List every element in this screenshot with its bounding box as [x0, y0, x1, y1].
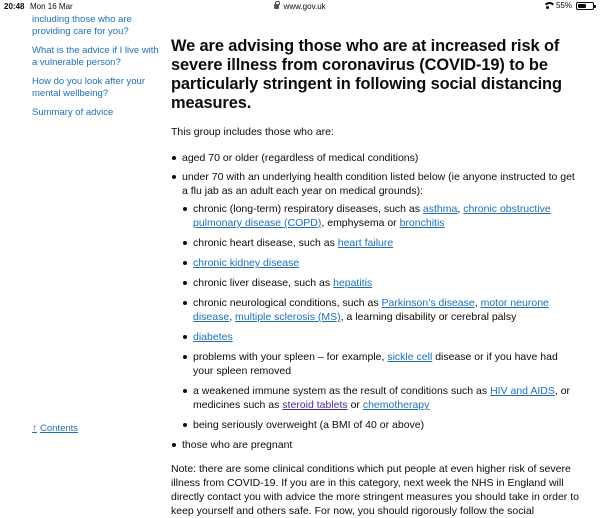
condition-overweight [182, 418, 581, 432]
condition-liver [182, 276, 581, 290]
condition-diabetes [182, 330, 581, 344]
condition-immune [182, 384, 581, 412]
sidebar-link-summary[interactable]: Summary of advice [32, 107, 114, 118]
text: or [347, 399, 363, 411]
section-heading: We are advising those who are at increased risk of severe illness from coronavirus (COVID-19) to be particularly stringent in following social distancing measures. [171, 37, 562, 112]
text: , a learning disability or cerebral palsy [340, 311, 517, 323]
text: being seriously overweight (a BMI of 40 or above) [193, 419, 425, 431]
status-indicators [543, 1, 594, 10]
contents-label[interactable]: Contents [40, 423, 79, 434]
risk-group-list [171, 151, 581, 452]
text: chronic (long-term) respiratory diseases, such as [193, 203, 423, 215]
condition-list [182, 202, 581, 432]
text: chronic liver disease, such as [193, 277, 334, 289]
list-item-text: aged 70 or older (regardless of medical conditions) [182, 152, 419, 164]
text: , emphysema or [321, 217, 400, 229]
address-url[interactable]: www.gov.uk [283, 2, 326, 11]
status-bar [0, 0, 600, 14]
parkinsons-link[interactable]: Parkinson’s disease [381, 297, 475, 309]
heart-failure-link[interactable]: heart failure [337, 237, 394, 249]
text: , [474, 297, 481, 309]
lock-icon [274, 4, 279, 9]
list-item [171, 170, 581, 432]
asthma-link[interactable]: asthma [422, 203, 458, 215]
list-item [171, 151, 581, 165]
condition-respiratory [182, 202, 581, 230]
battery-icon [576, 2, 594, 10]
text: , [457, 203, 464, 215]
text: chronic neurological conditions, such as [193, 297, 382, 309]
steroid-tablets-link[interactable]: steroid tablets [282, 399, 348, 411]
condition-spleen [182, 350, 581, 378]
text: disease or if you have had your spleen removed [193, 351, 558, 377]
battery-percent: 55% [555, 1, 572, 10]
sidebar-link-vulnerable-person[interactable]: What is the advice if I live with a vulnerable person? [32, 45, 159, 68]
intro-text: This group includes those who are: [171, 126, 334, 138]
text: a weakened immune system as the result of conditions such as [193, 385, 491, 397]
note-paragraph: Note: there are some clinical conditions which put people at even higher risk of severe illness from COVID-19. If you are in this category, next week the NHS in England will directly contact you with advice the more stringent measures you should take in order to keep yourself and others safe. For now, you should rigorously follow the social [171, 463, 579, 517]
bronchitis-link[interactable]: bronchitis [399, 217, 445, 229]
motor-neurone-link[interactable]: motor neurone disease [193, 297, 549, 323]
list-item-text: those who are pregnant [182, 439, 293, 451]
sidebar-link-care[interactable]: including those who are providing care for you? [32, 14, 132, 37]
hiv-aids-link[interactable]: HIV and AIDS [490, 385, 555, 397]
wifi-icon [543, 2, 552, 9]
sickle-cell-link[interactable]: sickle cell [387, 351, 433, 363]
hepatitis-link[interactable]: hepatitis [333, 277, 373, 289]
list-item [171, 438, 581, 452]
sidebar-contents [32, 14, 162, 126]
main-content [171, 37, 581, 518]
condition-kidney [182, 256, 581, 270]
ms-link[interactable]: multiple sclerosis (MS) [235, 311, 341, 323]
status-date: Mon 16 Mar [30, 2, 73, 11]
condition-heart [182, 236, 581, 250]
contents-link[interactable] [32, 423, 78, 434]
diabetes-link[interactable]: diabetes [193, 331, 233, 343]
condition-neurological [182, 296, 581, 324]
sidebar-link-mental-wellbeing[interactable]: How do you look after your mental wellbeing? [32, 76, 146, 99]
address-bar[interactable] [0, 2, 600, 11]
kidney-disease-link[interactable]: chronic kidney disease [193, 257, 300, 269]
chemotherapy-link[interactable]: chemotherapy [362, 399, 430, 411]
list-item-text: under 70 with an underlying health condition listed below (ie anyone instructed to get a flu jab as an adult each year on medical grounds): [182, 171, 575, 197]
text: , [229, 311, 236, 323]
battery-fill [578, 4, 586, 8]
status-time: 20:48 [4, 2, 25, 11]
text: chronic heart disease, such as [193, 237, 338, 249]
arrow-up-icon: ↑ [32, 423, 37, 434]
copd-link[interactable]: chronic obstructive pulmonary disease (COPD) [193, 203, 551, 229]
text: problems with your spleen – for example, [193, 351, 388, 363]
text: , or medicines such as [193, 385, 571, 411]
